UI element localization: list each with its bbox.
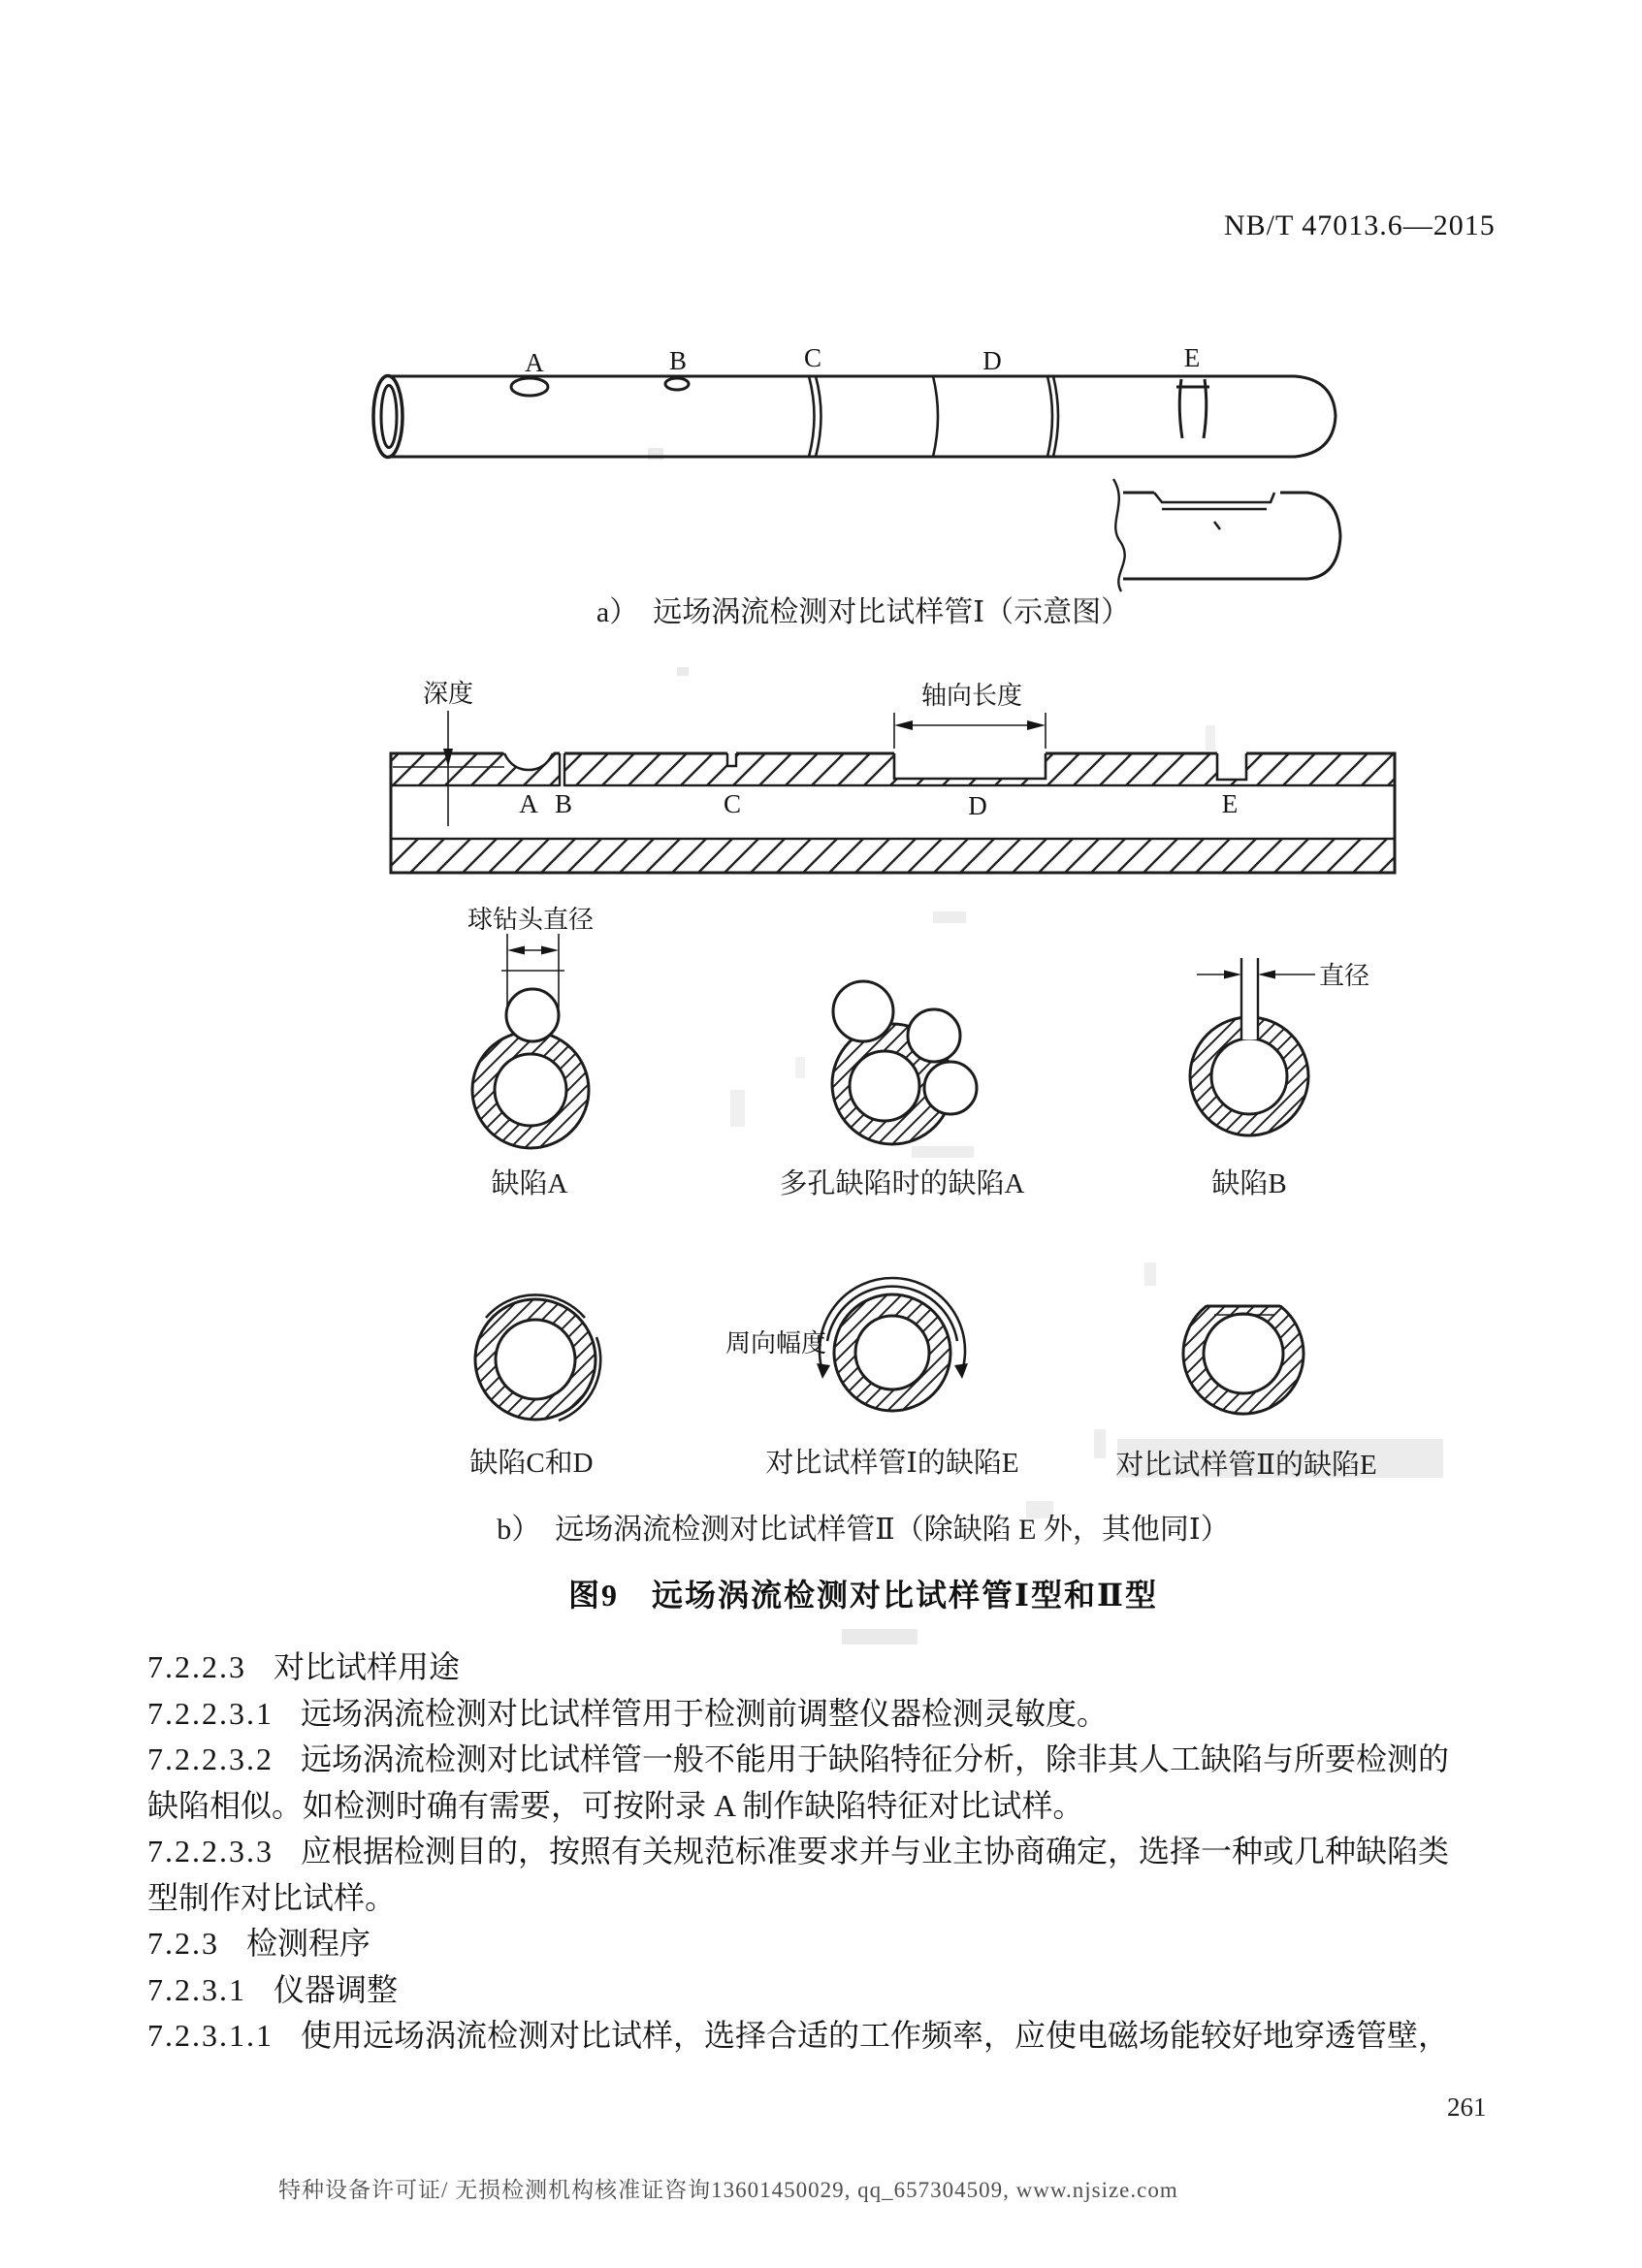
axial-extension-lines xyxy=(894,713,1046,749)
defect-caption-B: 缺陷B xyxy=(1211,1168,1287,1199)
footer-service-line: 特种设备许可证/ 无损检测机构核准证咨询13601450029, qq_657304509, www.njsize.com xyxy=(278,2178,1178,2202)
clause-number: 7.2.2.3.2 xyxy=(147,1741,274,1776)
section-label-E: E xyxy=(1221,789,1239,818)
clause-text: 应根据检测目的，按照有关规范标准要求并与业主协商确定，选择一种或几种缺陷类 xyxy=(301,1834,1450,1869)
clause-heading xyxy=(147,1921,1497,1967)
clause-number: 7.2.2.3 xyxy=(147,1649,246,1684)
clause-text: 型制作对比试样。 xyxy=(147,1879,397,1915)
section-label-D: D xyxy=(968,791,987,820)
tube-end-bore xyxy=(381,386,397,448)
standard-number-header: NB/T 47013.6—2015 xyxy=(1224,209,1496,241)
defect-CD-diagram xyxy=(475,1294,600,1421)
clause-text-block xyxy=(147,1645,1497,2060)
clause-line xyxy=(147,1829,1497,1875)
section-defect-C xyxy=(727,751,736,766)
tube-schematic-drawing xyxy=(373,343,1340,591)
clause-text: 远场涡流检测对比试样管一般不能用于缺陷特征分析，除非其人工缺陷与所要检测的 xyxy=(301,1741,1450,1776)
circumferential-width-label: 周向幅度 xyxy=(724,1329,827,1358)
figure9-title: 图9 远场涡流检测对比试样管Ⅰ型和Ⅱ型 xyxy=(568,1578,1158,1613)
clause-number: 7.2.3 xyxy=(147,1926,219,1961)
defect-E2-ring xyxy=(1183,1294,1304,1414)
clause-line-continuation xyxy=(147,1783,1497,1830)
defect-caption-E-tubeII: 对比试样管Ⅱ的缺陷E xyxy=(1115,1450,1377,1481)
defect-caption-A: 缺陷A xyxy=(491,1168,568,1199)
tube-label-C: C xyxy=(803,343,822,372)
defect-E-tubeII-diagram xyxy=(1183,1288,1304,1414)
clause-text: 检测程序 xyxy=(246,1926,371,1961)
defect-E2-flat-cut xyxy=(1201,1288,1286,1305)
clause-text: 使用远场涡流检测对比试样，选择合适的工作频率，应使电磁场能较好地穿透管壁， xyxy=(301,2018,1450,2053)
diameter-arrowhead-right xyxy=(1258,971,1275,979)
diameter-label: 直径 xyxy=(1319,962,1370,990)
clause-heading xyxy=(147,1645,1497,1691)
defect-E-tubeI-diagram xyxy=(725,1278,968,1411)
clause-line xyxy=(147,2013,1497,2060)
clause-text: 对比试样用途 xyxy=(274,1649,461,1684)
clause-line-continuation xyxy=(147,1875,1497,1922)
partial-tube-slot-E xyxy=(1154,493,1274,529)
defect-caption-CD: 缺陷C和D xyxy=(469,1448,594,1479)
ball-dim-arrowhead-right xyxy=(541,946,559,955)
section-label-A: A xyxy=(519,789,538,818)
multihole-hole-2 xyxy=(908,1009,960,1062)
depth-dim-label: 深度 xyxy=(422,680,474,708)
clause-number: 7.2.2.3.1 xyxy=(147,1695,274,1731)
defect-groove-C xyxy=(809,376,821,457)
clause-text: 仪器调整 xyxy=(274,1971,399,2007)
clause-line xyxy=(147,1691,1497,1738)
clause-line xyxy=(147,1737,1497,1783)
defect-band-D xyxy=(933,376,1058,457)
partial-tube-outline xyxy=(1123,493,1340,579)
partial-tube-break-line xyxy=(1113,479,1125,591)
defect-B-slot xyxy=(1241,958,1258,1039)
section-label-C: C xyxy=(723,789,742,818)
defect-CD-ring xyxy=(475,1299,596,1420)
tube-label-D: D xyxy=(982,346,1002,375)
tube-label-B: B xyxy=(668,346,688,375)
multihole-hole-3 xyxy=(924,1062,977,1114)
diameter-arrowhead-left xyxy=(1224,971,1241,979)
section-bottom-wall xyxy=(391,839,1395,873)
subfigure-a-caption: a） 远场涡流检测对比试样管Ⅰ（示意图） xyxy=(596,596,1131,628)
clause-number: 7.2.3.1.1 xyxy=(147,2018,274,2053)
defect-notch-E xyxy=(1176,379,1209,438)
defect-E1-ring xyxy=(834,1294,950,1411)
defect-A-diagram xyxy=(467,906,594,1148)
defect-B-diagram xyxy=(1190,958,1369,1135)
ball-drill-diameter-label: 球钻头直径 xyxy=(467,906,595,934)
tube-label-E: E xyxy=(1183,343,1201,372)
ball-dim-arrowhead-left xyxy=(507,946,525,955)
clause-text: 远场涡流检测对比试样管用于检测前调整仪器检测灵敏度。 xyxy=(301,1695,1109,1731)
axial-arrowhead-right xyxy=(1027,720,1046,730)
clause-text: 缺陷相似。如检测时确有需要，可按附录 A 制作缺陷特征对比试样。 xyxy=(147,1787,1084,1823)
defect-hole-B xyxy=(665,378,689,390)
defect-A-ball-hole xyxy=(506,989,559,1041)
defect-E1-arrowhead-right xyxy=(954,1363,968,1379)
section-defect-D xyxy=(894,751,1046,780)
clause-heading xyxy=(147,1967,1497,2014)
axial-length-dim-label: 轴向长度 xyxy=(920,682,1023,710)
defect-A-ring xyxy=(472,1032,589,1148)
defect-caption-multihole-A: 多孔缺陷时的缺陷A xyxy=(779,1168,1025,1199)
section-defect-E xyxy=(1217,751,1246,780)
clause-number: 7.2.2.3.3 xyxy=(147,1834,274,1869)
defect-hole-A xyxy=(511,378,548,396)
subfigure-b-caption: b） 远场涡流检测对比试样管Ⅱ（除缺陷 E 外，其他同Ⅰ） xyxy=(497,1514,1230,1546)
page-number: 261 xyxy=(1447,2092,1487,2122)
tube-label-A: A xyxy=(525,348,544,377)
axial-arrowhead-left xyxy=(894,720,913,730)
section-label-B: B xyxy=(554,789,573,818)
multihole-hole-1 xyxy=(833,981,893,1041)
tube-section-drawing xyxy=(391,680,1395,873)
defect-E1-arrowhead-left xyxy=(817,1363,830,1379)
clause-number: 7.2.3.1 xyxy=(147,1971,246,2007)
defect-A-multihole-diagram xyxy=(832,981,977,1144)
defect-caption-E-tubeI: 对比试样管Ⅰ的缺陷E xyxy=(765,1448,1019,1479)
